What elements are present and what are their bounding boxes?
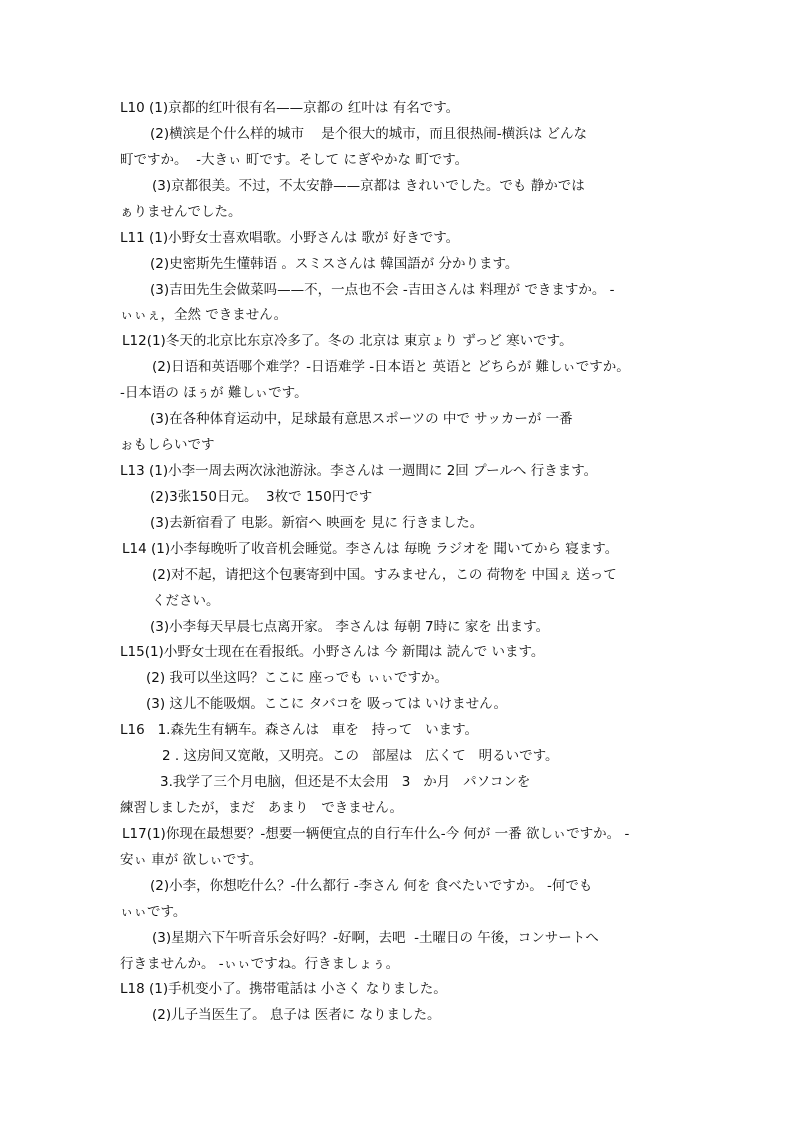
line-l13-3: (3)去新宿看了 电影。新宿へ 映画を 見に 行きました。 <box>150 515 484 531</box>
line-l10-2: (2)横滨是个什么样的城市 是个很大的城市，而且很热闹-横浜は どんな <box>150 126 587 142</box>
line-l12-3-cont: ぉもしらいです <box>120 437 215 453</box>
line-l12-3: (3)在各种体育运动中，足球最有意思スポーツの 中で サッカーが 一番 <box>150 411 573 427</box>
line-l14-1: L14 (1)小李每晚听了收音机会睡觉。李さんは 毎晩 ラジオを 聞いてから 寝ます。 <box>122 541 619 557</box>
line-l18-2: (2)儿子当医生了。 息子は 医者に なりました。 <box>152 1007 441 1023</box>
line-l11-1: L11 (1)小野女士喜欢唱歌。小野さんは 歌が 好きです。 <box>120 230 460 246</box>
line-l10-3: (3)京都很美。不过，不太安静——京都は きれいでした。でも 静かでは <box>152 178 585 194</box>
line-l11-2: (2)史密斯先生懂韩语 。スミスさんは 韓国語が 分かります。 <box>150 256 519 272</box>
line-l15-1: L15(1)小野女士现在在看报纸。小野さんは 今 新聞は 読んで います。 <box>120 644 545 660</box>
line-l17-1: L17(1)你现在最想要？-想要一辆便宜点的自行车什么-今 何が 一番 欲しぃですか。 - <box>122 826 630 842</box>
line-l15-3: (3) 这儿不能吸烟。ここに タバコを 吸っては いけません。 <box>146 696 507 712</box>
line-l13-1: L13 (1)小李一周去两次泳池游泳。李さんは 一週間に 2回 プールへ 行きます。 <box>120 463 598 479</box>
line-l16-3-cont: 練習しましたが，まだ あまり できません。 <box>120 800 404 816</box>
line-l15-2: (2) 我可以坐这吗？ここに 座っでも ぃぃですか。 <box>146 670 448 686</box>
line-l17-1-cont: 安ぃ 車が 欲しぃです。 <box>120 852 263 868</box>
line-l17-2-cont: ぃぃです。 <box>120 904 187 920</box>
line-l16-2: 2 . 这房间又宽敞，又明亮。この 部屋は 広くて 明るいです。 <box>162 748 559 764</box>
line-l17-3-cont: 行きませんか。 -ぃぃですね。行きましょぅ。 <box>120 956 400 972</box>
line-l14-2: (2)对不起，请把这个包裹寄到中国。すみません，この 荷物を 中国ぇ 送って <box>152 567 617 583</box>
line-l17-2: (2)小李，你想吃什么？-什么都行 -李さん 何を 食べたいですか。 -何でも <box>150 878 593 894</box>
line-l16-1: L16 1.森先生有辆车。森さんは 車を 持って います。 <box>120 722 478 738</box>
line-l12-2-cont: -日本语の ほぅが 難しぃです。 <box>120 385 308 401</box>
line-l18-1: L18 (1)手机变小了。携帯電話は 小さく なりました。 <box>120 981 447 997</box>
line-l13-2: (2)3张150日元。 3枚で 150円です <box>150 489 373 505</box>
line-l11-3-cont: ぃぃぇ，全然 できません。 <box>120 307 288 323</box>
line-l10-1: L10 (1)京都的红叶很有名——京都の 红叶は 有名です。 <box>120 100 460 116</box>
line-l11-3: (3)吉田先生会做菜吗——不，一点也不会 -吉田さんは 料理が できますか。 - <box>150 282 615 298</box>
line-l17-3: (3)星期六下午听音乐会好吗？-好啊，去吧 -土曜日の 午後，コンサートへ <box>152 930 599 946</box>
line-l10-3-cont: ぁりませんでした。 <box>120 204 242 220</box>
line-l16-3: 3.我学了三个月电脑，但还是不太会用 3 か月 パソコンを <box>160 774 531 790</box>
line-l12-1: L12(1)冬天的北京比东京冷多了。冬の 北京は 東京ょり ずっど 寒いです。 <box>122 333 573 349</box>
line-l14-2-cont: ください。 <box>152 593 220 609</box>
line-l10-2-cont: 町ですか。 -大きぃ 町です。そして にぎやかな 町です。 <box>120 152 469 168</box>
line-l14-3: (3)小李每天早晨七点离开家。 李さんは 毎朝 7時に 家を 出ます。 <box>150 619 550 635</box>
line-l12-2: (2)日语和英语哪个难学？-日语难学 -日本语と 英语と どちらが 難しぃですか。 <box>152 359 630 375</box>
